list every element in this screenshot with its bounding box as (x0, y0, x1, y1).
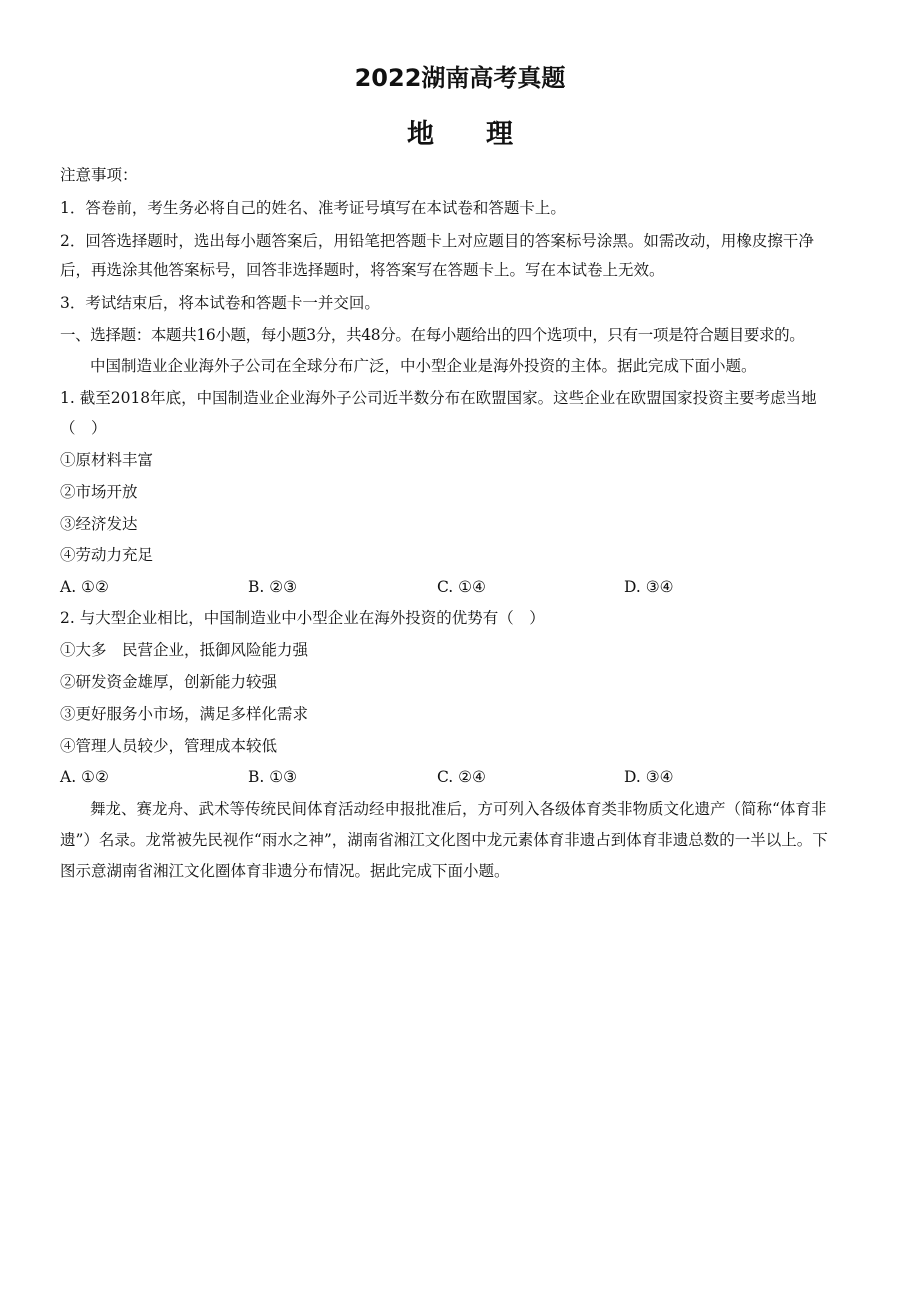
passage-2-line-2: 遗”）名录。龙常被先民视作“雨水之神”，湖南省湘江文化图中龙元素体育非遗占到体育非遗总数的一半以上。下 (60, 831, 828, 849)
question-1-choice: ①原材料丰富 (60, 451, 154, 469)
question-2-option-d: D. ③④ (624, 768, 674, 786)
passage-2-line-1: 舞龙、赛龙舟、武术等传统民间体育活动经申报批准后，方可列入各级体育类非物质文化遗产（简称“体育非 (90, 800, 827, 818)
question-2-choice: ③更好服务小市场，满足多样化需求 (60, 705, 309, 723)
question-2-choice: ①大多 民营企业，抵御风险能力强 (60, 641, 309, 659)
question-1-choice: ②市场开放 (60, 483, 138, 501)
question-1-option-b: B. ②③ (248, 578, 298, 596)
subject-title: 地理 (407, 119, 565, 150)
question-2-option-c: C. ②④ (437, 768, 486, 786)
question-1-blank: （ ） (60, 419, 107, 437)
notice-item-3: 3．考试结束后，将本试卷和答题卡一并交回。 (60, 294, 380, 312)
question-1-option-d: D. ③④ (624, 578, 674, 596)
question-1-option-c: C. ①④ (437, 578, 486, 596)
section-heading: 一、选择题：本题共16小题，每小题3分，共48分。在每小题给出的四个选项中，只有一项是符合题目要求的。 (60, 326, 805, 344)
passage-intro: 中国制造业企业海外子公司在全球分布广泛，中小型企业是海外投资的主体。据此完成下面小题。 (90, 357, 757, 375)
exam-title: 2022湖南高考真题 (354, 64, 566, 92)
question-2-stem: 2. 与大型企业相比，中国制造业中小型企业在海外投资的优势有（ ） (60, 609, 545, 627)
notice-item-1: 1．答卷前，考生务必将自己的姓名、准考证号填写在本试卷和答题卡上。 (60, 199, 566, 217)
notice-item-2-line-2: 后，再选涂其他答案标号，回答非选择题时，将答案写在答题卡上。写在本试卷上无效。 (60, 261, 665, 279)
notice-heading: 注意事项： (60, 166, 138, 184)
question-2-option-a: A. ①② (60, 768, 109, 786)
question-1-stem: 1. 截至2018年底，中国制造业企业海外子公司近半数分布在欧盟国家。这些企业在欧盟国家投资主要考虑当地 (60, 389, 817, 407)
notice-item-2-line-1: 2．回答选择题时，选出每小题答案后，用铅笔把答题卡上对应题目的答案标号涂黑。如需改动，用橡皮擦干净 (60, 232, 814, 250)
question-1-choice: ④劳动力充足 (60, 546, 154, 564)
question-1-option-a: A. ①② (60, 578, 109, 596)
question-2-choice: ④管理人员较少，管理成本较低 (60, 737, 278, 755)
passage-2-line-3: 图示意湖南省湘江文化圈体育非遗分布情况。据此完成下面小题。 (60, 862, 510, 880)
question-2-choice: ②研发资金雄厚，创新能力较强 (60, 673, 278, 691)
question-1-choice: ③经济发达 (60, 515, 138, 533)
question-2-option-b: B. ①③ (248, 768, 298, 786)
